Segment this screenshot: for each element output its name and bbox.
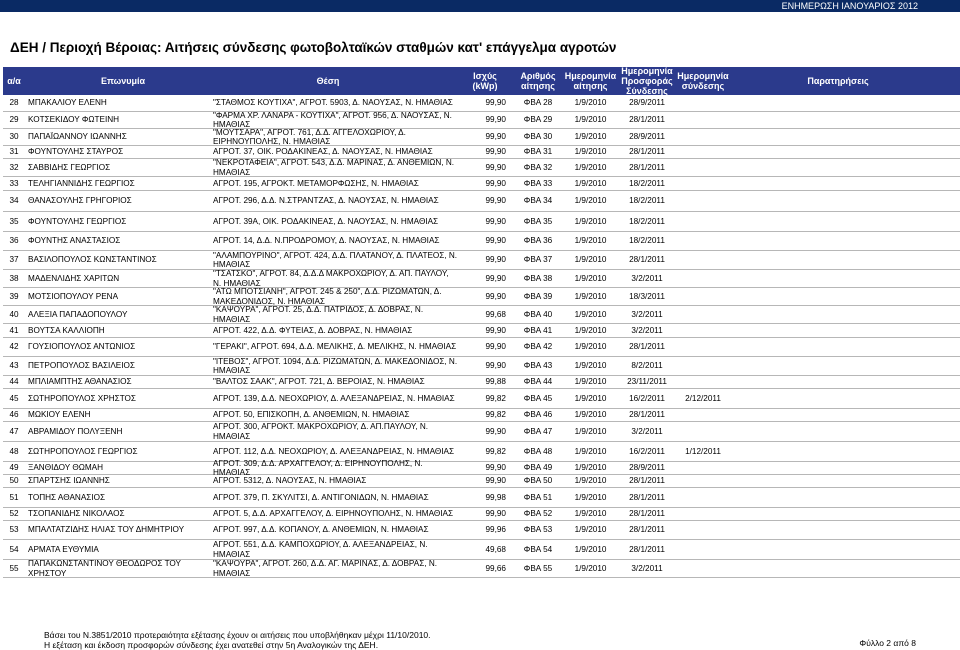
row-number: 53 xyxy=(9,525,19,535)
application-date: 1/9/2010 xyxy=(574,492,607,502)
row-number: 36 xyxy=(9,236,19,246)
applicant-name: ΤΟΠΗΣ ΑΘΑΝΑΣΙΟΣ xyxy=(28,492,106,502)
offer-date: 8/2/2011 xyxy=(631,361,663,371)
table-row xyxy=(3,508,960,521)
location: ΑΓΡΟΤ. 37, ΟΙΚ. ΡΟΔΑΚΙΝΕΑΣ, Δ. ΝΑΟΥΣΑΣ, Ν. ΗΜΑΘΙΑΣ xyxy=(213,147,433,157)
row-number: 54 xyxy=(9,544,19,554)
application-date: 1/9/2010 xyxy=(574,162,607,172)
power-kwp: 99,96 xyxy=(485,525,506,535)
application-number: ΦΒΑ 48 xyxy=(523,446,553,456)
table-row xyxy=(3,95,960,112)
table-row xyxy=(3,129,960,146)
applicant-name: ΑΛΕΞΙΑ ΠΑΠΑΔΟΠΟΥΛΟΥ xyxy=(28,309,128,319)
header-connection-date: Ημερομηνία σύνδεσης xyxy=(677,71,729,91)
applicant-name: ΦΟΥΝΤΗΣ ΑΝΑΣΤΑΣΙΟΣ xyxy=(28,236,121,246)
row-number: 39 xyxy=(9,291,19,301)
application-date: 1/9/2010 xyxy=(574,255,607,265)
connection-date xyxy=(676,146,730,158)
application-date: 1/9/2010 xyxy=(574,236,607,246)
footer-line-1: Βάσει του Ν.3851/2010 προτεραιότητα εξέτασης έχουν οι αιτήσεις που υποβλήθηκαν μέχρι 11/10/2010. xyxy=(44,630,431,640)
row-number: 30 xyxy=(9,132,19,142)
connection-date xyxy=(676,338,730,356)
connection-date xyxy=(676,422,730,441)
table-row xyxy=(3,288,960,306)
applicant-name: ΜΑΔΕΝΛΙΔΗΣ ΧΑΡΙΤΩΝ xyxy=(28,273,120,283)
power-kwp: 99,82 xyxy=(485,410,506,420)
table-row xyxy=(3,409,960,422)
offer-date: 28/9/2011 xyxy=(629,463,665,473)
application-date: 1/9/2010 xyxy=(574,216,607,226)
location: "ΑΛΑΜΠΟΥΡΙΝΟ", ΑΓΡΟΤ. 424, Δ.Δ. ΠΛΑΤΑΝΟΥ, Δ. ΠΛΑΤΕΟΣ, Ν. ΗΜΑΘΙΑΣ xyxy=(213,250,458,269)
application-date: 1/9/2010 xyxy=(574,525,607,535)
offer-date: 28/1/2011 xyxy=(629,147,665,157)
table-row xyxy=(3,442,960,462)
connection-date xyxy=(676,191,730,211)
application-number: ΦΒΑ 42 xyxy=(523,342,553,352)
table-row xyxy=(3,177,960,191)
application-number: ΦΒΑ 38 xyxy=(523,273,553,283)
application-number: ΦΒΑ 45 xyxy=(523,393,553,403)
connection-date xyxy=(676,306,730,323)
location: ΑΓΡΟΤ. 39Α, ΟΙΚ. ΡΟΔΑΚΙΝΕΑΣ, Δ. ΝΑΟΥΣΑΣ, Ν. ΗΜΑΘΙΑΣ xyxy=(213,216,439,226)
offer-date: 18/3/2011 xyxy=(629,291,665,301)
connection-date xyxy=(676,409,730,421)
connection-date xyxy=(676,324,730,337)
power-kwp: 99,82 xyxy=(485,393,506,403)
application-number: ΦΒΑ 49 xyxy=(523,463,553,473)
offer-date: 3/2/2011 xyxy=(631,273,663,283)
row-number: 34 xyxy=(9,196,19,206)
offer-date: 28/9/2011 xyxy=(629,132,665,142)
application-number: ΦΒΑ 29 xyxy=(523,115,553,125)
table-row xyxy=(3,112,960,129)
applicant-name: ΤΕΛΗΓΙΑΝΝΙΔΗΣ ΓΕΩΡΓΙΟΣ xyxy=(28,178,135,188)
row-number: 33 xyxy=(9,178,19,188)
application-number: ΦΒΑ 46 xyxy=(523,410,553,420)
connection-date xyxy=(676,270,730,287)
offer-date: 28/1/2011 xyxy=(629,544,665,554)
table-header xyxy=(3,67,960,95)
connection-date xyxy=(676,251,730,269)
application-date: 1/9/2010 xyxy=(574,544,607,554)
offer-date: 18/2/2011 xyxy=(629,196,665,206)
application-date: 1/9/2010 xyxy=(574,291,607,301)
application-date: 1/9/2010 xyxy=(574,178,607,188)
page-number: Φύλλο 2 από 8 xyxy=(859,638,916,648)
connection-date xyxy=(676,129,730,145)
application-number: ΦΒΑ 53 xyxy=(523,525,553,535)
header-notes: Παρατηρήσεις xyxy=(807,76,869,86)
application-number: ΦΒΑ 28 xyxy=(523,98,553,108)
connection-date xyxy=(676,212,730,231)
power-kwp: 99,90 xyxy=(485,325,506,335)
table-row xyxy=(3,422,960,442)
offer-date: 3/2/2011 xyxy=(631,325,663,335)
row-number: 50 xyxy=(9,476,19,486)
row-number: 32 xyxy=(9,162,19,172)
application-number: ΦΒΑ 33 xyxy=(523,178,553,188)
application-date: 1/9/2010 xyxy=(574,132,607,142)
power-kwp: 99,66 xyxy=(485,563,506,573)
applicant-name: ΜΟΤΣΙΟΠΟΥΛΟΥ ΡΕΝΑ xyxy=(28,291,119,301)
table-row xyxy=(3,324,960,338)
power-kwp: 99,82 xyxy=(485,446,506,456)
table-row xyxy=(3,540,960,560)
application-number: ΦΒΑ 50 xyxy=(523,476,553,486)
header-aa: α/α xyxy=(7,76,21,86)
applicant-name: ΘΑΝΑΣΟΥΛΗΣ ΓΡΗΓΟΡΙΟΣ xyxy=(28,196,132,206)
application-number: ΦΒΑ 30 xyxy=(523,132,553,142)
row-number: 47 xyxy=(9,426,19,436)
application-date: 1/9/2010 xyxy=(574,147,607,157)
row-number: 28 xyxy=(9,98,19,108)
application-date: 1/9/2010 xyxy=(574,361,607,371)
applicant-name: ΒΟΥΤΣΑ ΚΑΛΛΙΟΠΗ xyxy=(28,325,105,335)
power-kwp: 99,90 xyxy=(485,255,506,265)
location: ΑΓΡΟΤ. 300, ΑΓΡΟΚΤ. ΜΑΚΡΟΧΩΡΙΟΥ, Δ. ΑΠ.ΠΑΥΛΟΥ, Ν. ΗΜΑΘΙΑΣ xyxy=(213,422,429,441)
connection-date xyxy=(676,357,730,375)
row-number: 38 xyxy=(9,273,19,283)
row-number: 43 xyxy=(9,361,19,371)
power-kwp: 99,98 xyxy=(485,492,506,502)
row-number: 45 xyxy=(9,393,19,403)
application-date: 1/9/2010 xyxy=(574,509,607,519)
applications-table xyxy=(3,95,960,578)
power-kwp: 99,68 xyxy=(485,309,506,319)
applicant-name: ΣΑΒΒΙΔΗΣ ΓΕΩΡΓΙΟΣ xyxy=(28,162,111,172)
power-kwp: 99,90 xyxy=(485,236,506,246)
location: "ΚΑΨΟΥΡΑ", ΑΓΡΟΤ. 25, Δ.Δ. ΠΑΤΡΙΔΟΣ, Δ. ΔΟΒΡΑΣ, Ν. ΗΜΑΘΙΑΣ xyxy=(213,305,424,324)
applicant-name: ΠΑΠΑΪΩΑΝΝΟΥ ΙΩΑΝΝΗΣ xyxy=(28,132,127,142)
table-row xyxy=(3,521,960,540)
connection-date xyxy=(676,508,730,520)
offer-date: 28/9/2011 xyxy=(629,98,665,108)
connection-date xyxy=(676,475,730,487)
row-number: 41 xyxy=(9,325,19,335)
header-application-date: Ημερομηνία αίτησης xyxy=(564,71,617,91)
application-date: 1/9/2010 xyxy=(574,463,607,473)
row-number: 46 xyxy=(9,410,19,420)
power-kwp: 99,90 xyxy=(485,196,506,206)
applicant-name: ΦΟΥΝΤΟΥΛΗΣ ΓΕΩΡΓΙΟΣ xyxy=(28,216,127,226)
applicant-name: ΣΩΤΗΡΟΠΟΥΛΟΣ ΧΡΗΣΤΟΣ xyxy=(28,393,136,403)
connection-date xyxy=(676,112,730,128)
application-number: ΦΒΑ 40 xyxy=(523,309,553,319)
applicant-name: ΦΟΥΝΤΟΥΛΗΣ ΣΤΑΥΡΟΣ xyxy=(28,147,124,157)
power-kwp: 99,90 xyxy=(485,476,506,486)
power-kwp: 99,90 xyxy=(485,115,506,125)
applicant-name: ΣΩΤΗΡΟΠΟΥΛΟΣ ΓΕΩΡΓΙΟΣ xyxy=(28,446,138,456)
applicant-name: ΠΕΤΡΟΠΟΥΛΟΣ ΒΑΣΙΛΕΙΟΣ xyxy=(28,361,135,371)
row-number: 44 xyxy=(9,377,19,387)
connection-date: 1/12/2011 xyxy=(685,446,721,456)
row-number: 31 xyxy=(9,147,19,157)
row-number: 51 xyxy=(9,492,19,502)
row-number: 52 xyxy=(9,509,19,519)
offer-date: 28/1/2011 xyxy=(629,410,665,420)
location: ΑΓΡΟΤ. 422, Δ.Δ. ΦΥΤΕΙΑΣ, Δ. ΔΟΒΡΑΣ, Ν. ΗΜΑΘΙΑΣ xyxy=(213,325,413,335)
location: "ΜΟΥΤΣΑΡΑ", ΑΓΡΟΤ. 761, Δ.Δ. ΑΓΓΕΛΟΧΩΡΙΟΥ, Δ. ΕΙΡΗΝΟΥΠΟΛΗΣ, Ν. ΗΜΑΘΙΑΣ xyxy=(213,127,406,146)
application-number: ΦΒΑ 52 xyxy=(523,509,553,519)
application-date: 1/9/2010 xyxy=(574,196,607,206)
location: ΑΓΡΟΤ. 139, Δ.Δ. ΝΕΟΧΩΡΙΟΥ, Δ. ΑΛΕΞΑΝΔΡΕΙΑΣ, Ν. ΗΜΑΘΙΑΣ xyxy=(213,393,455,403)
location: ΑΓΡΟΤ. 296, Δ.Δ. Ν.ΣΤΡΑΝΤΖΑΣ, Δ. ΝΑΟΥΣΑΣ, Ν. ΗΜΑΘΙΑΣ xyxy=(213,196,439,206)
location: "ΓΕΡΑΚΙ", ΑΓΡΟΤ. 694, Δ.Δ. ΜΕΛΙΚΗΣ, Δ. ΜΕΛΙΚΗΣ, Ν. ΗΜΑΘΙΑΣ xyxy=(213,342,457,352)
table-row xyxy=(3,159,960,177)
location: "ΦΑΡΜΑ ΧΡ. ΛΑΝΑΡΑ - ΚΟΥΤΙΧΑ", ΑΓΡΟΤ. 956, Δ. ΝΑΟΥΣΑΣ, Ν. ΗΜΑΘΙΑΣ xyxy=(213,110,452,129)
offer-date: 16/2/2011 xyxy=(629,446,665,456)
applicant-name: ΑΡΜΑΤΑ ΕΥΘΥΜΙΑ xyxy=(28,544,99,554)
offer-date: 18/2/2011 xyxy=(629,236,665,246)
application-number: ΦΒΑ 47 xyxy=(523,426,553,436)
location: ΑΓΡΟΤ. 14, Δ.Δ. Ν.ΠΡΟΔΡΟΜΟΥ, Δ. ΝΑΟΥΣΑΣ, Ν. ΗΜΑΘΙΑΣ xyxy=(213,236,440,246)
location: ΑΓΡΟΤ. 997, Δ.Δ. ΚΟΠΑΝΟΥ, Δ. ΑΝΘΕΜΙΩΝ, Ν. ΗΜΑΘΙΑΣ xyxy=(213,525,429,535)
offer-date: 28/1/2011 xyxy=(629,162,665,172)
connection-date xyxy=(676,288,730,305)
connection-date xyxy=(676,177,730,190)
application-number: ΦΒΑ 41 xyxy=(523,325,553,335)
connection-date xyxy=(676,95,730,111)
power-kwp: 99,90 xyxy=(485,273,506,283)
location: "ΤΣΑΤΣΚΟ", ΑΓΡΟΤ. 84, Δ.Δ.Δ ΜΑΚΡΟΧΩΡΙΟΥ, Δ. ΑΠ. ΠΑΥΛΟΥ, Ν. ΗΜΑΘΙΑΣ xyxy=(213,269,449,288)
table-row xyxy=(3,389,960,409)
application-number: ΦΒΑ 36 xyxy=(523,236,553,246)
application-date: 1/9/2010 xyxy=(574,410,607,420)
offer-date: 18/2/2011 xyxy=(629,178,665,188)
connection-date xyxy=(676,560,730,577)
power-kwp: 99,90 xyxy=(485,509,506,519)
header-position: Θέση xyxy=(316,76,340,86)
offer-date: 28/1/2011 xyxy=(629,492,665,502)
row-number: 37 xyxy=(9,255,19,265)
table-row xyxy=(3,376,960,389)
top-banner xyxy=(0,0,960,12)
table-row xyxy=(3,458,960,477)
connection-date: 2/12/2011 xyxy=(685,393,721,403)
connection-date xyxy=(676,232,730,250)
application-date: 1/9/2010 xyxy=(574,325,607,335)
connection-date xyxy=(676,521,730,539)
table-row xyxy=(3,146,960,159)
table-row xyxy=(3,338,960,357)
connection-date xyxy=(676,159,730,176)
application-number: ΦΒΑ 55 xyxy=(523,563,553,573)
power-kwp: 99,88 xyxy=(485,377,506,387)
table-row xyxy=(3,475,960,488)
application-date: 1/9/2010 xyxy=(574,115,607,125)
offer-date: 28/1/2011 xyxy=(629,255,665,265)
application-date: 1/9/2010 xyxy=(574,342,607,352)
location: "ΑΤΩ ΜΠΟΤΣΙΑΝΗ", ΑΓΡΟΤ. 245 & 250", Δ.Δ. ΡΙΖΩΜΑΤΩΝ, Δ. ΜΑΚΕΔΟΝΙΔΟΣ, Ν. ΗΜΑΘΙΑΣ xyxy=(213,287,442,306)
table-row xyxy=(3,488,960,508)
power-kwp: 99,90 xyxy=(485,178,506,188)
table-row xyxy=(3,232,960,251)
header-application-number: Αριθμός αίτησης xyxy=(520,71,556,91)
header-power: Ισχύς (kWp) xyxy=(472,71,498,91)
power-kwp: 99,90 xyxy=(485,132,506,142)
connection-date xyxy=(676,540,730,559)
application-date: 1/9/2010 xyxy=(574,563,607,573)
row-number: 40 xyxy=(9,309,19,319)
table-row xyxy=(3,212,960,232)
location: "ΚΑΨΟΥΡΑ", ΑΓΡΟΤ. 260, Δ.Δ. ΑΓ. ΜΑΡΙΝΑΣ, Δ. ΔΟΒΡΑΣ, Ν. ΗΜΑΘΙΑΣ xyxy=(213,559,438,578)
header-name: Επωνυμία xyxy=(100,76,146,86)
application-date: 1/9/2010 xyxy=(574,377,607,387)
location: "ΝΕΚΡΟΤΑΦΕΙΑ", ΑΓΡΟΤ. 543, Δ.Δ. ΜΑΡΙΝΑΣ, Δ. ΑΝΘΕΜΙΩΝ, Ν. ΗΜΑΘΙΑΣ xyxy=(213,158,455,177)
offer-date: 28/1/2011 xyxy=(629,115,665,125)
connection-date xyxy=(676,376,730,388)
power-kwp: 99,90 xyxy=(485,98,506,108)
connection-date xyxy=(676,488,730,507)
application-number: ΦΒΑ 35 xyxy=(523,216,553,226)
application-number: ΦΒΑ 31 xyxy=(523,147,553,157)
table-row xyxy=(3,270,960,288)
application-number: ΦΒΑ 44 xyxy=(523,377,553,387)
row-number: 29 xyxy=(9,115,19,125)
power-kwp: 99,90 xyxy=(485,291,506,301)
offer-date: 28/1/2011 xyxy=(629,525,665,535)
offer-date: 28/1/2011 xyxy=(629,476,665,486)
application-date: 1/9/2010 xyxy=(574,309,607,319)
connection-date xyxy=(676,462,730,474)
location: ΑΓΡΟΤ. 309, Δ.Δ. ΑΡΧΑΓΓΕΛΟΥ, Δ. ΕΙΡΗΝΟΥΠΟΛΗΣ, Ν. ΗΜΑΘΙΑΣ xyxy=(213,458,423,477)
application-number: ΦΒΑ 32 xyxy=(523,162,553,172)
row-number: 48 xyxy=(9,446,19,456)
application-number: ΦΒΑ 39 xyxy=(523,291,553,301)
location: "ΒΑΛΤΟΣ ΣΑΑΚ", ΑΓΡΟΤ. 721, Δ. ΒΕΡΟΙΑΣ, Ν. ΗΜΑΘΙΑΣ xyxy=(213,377,425,387)
row-number: 55 xyxy=(9,563,19,573)
offer-date: 3/2/2011 xyxy=(631,426,663,436)
footer-line-2: Η εξέταση και έκδοση προσφορών σύνδεσης έχει ανατεθεί στην 5η Αναλογικών της ΔΕΗ. xyxy=(44,640,379,650)
power-kwp: 99,90 xyxy=(485,147,506,157)
table-row xyxy=(3,191,960,212)
power-kwp: 99,90 xyxy=(485,216,506,226)
row-number: 42 xyxy=(9,342,19,352)
applicant-name: ΜΠΛΙΑΜΠΤΗΣ ΑΘΑΝΑΣΙΟΣ xyxy=(28,377,132,387)
application-date: 1/9/2010 xyxy=(574,426,607,436)
row-number: 49 xyxy=(9,463,19,473)
offer-date: 3/2/2011 xyxy=(631,309,663,319)
power-kwp: 99,90 xyxy=(485,162,506,172)
row-number: 35 xyxy=(9,216,19,226)
application-date: 1/9/2010 xyxy=(574,476,607,486)
application-number: ΦΒΑ 37 xyxy=(523,255,553,265)
location: ΑΓΡΟΤ. 379, Π. ΣΚΥΛΙΤΣΙ, Δ. ΑΝΤΙΓΟΝΙΔΩΝ, Ν. ΗΜΑΘΙΑΣ xyxy=(213,492,429,502)
applicant-name: ΓΟΥΣΙΟΠΟΥΛΟΣ ΑΝΤΩΝΙΟΣ xyxy=(28,342,136,352)
applicant-name: ΤΣΟΠΑΝΙΔΗΣ ΝΙΚΟΛΑΟΣ xyxy=(28,509,125,519)
header-offer-date: Ημερομηνία Προσφοράς Σύνδεσης xyxy=(621,66,673,96)
applicant-name: ΜΩΚΙΟΥ ΕΛΕΝΗ xyxy=(28,410,91,420)
offer-date: 28/1/2011 xyxy=(629,509,665,519)
application-date: 1/9/2010 xyxy=(574,393,607,403)
application-number: ΦΒΑ 34 xyxy=(523,196,553,206)
table-row xyxy=(3,306,960,324)
table-row xyxy=(3,251,960,270)
application-number: ΦΒΑ 51 xyxy=(523,492,553,502)
location: ΑΓΡΟΤ. 5, Δ.Δ. ΑΡΧΑΓΓΕΛΟΥ, Δ. ΕΙΡΗΝΟΥΠΟΛΗΣ, Ν. ΗΜΑΘΙΑΣ xyxy=(213,509,454,519)
offer-date: 23/11/2011 xyxy=(627,377,667,387)
offer-date: 28/1/2011 xyxy=(629,342,665,352)
applicant-name: ΒΑΣΙΛΟΠΟΥΛΟΣ ΚΩΝΣΤΑΝΤΙΝΟΣ xyxy=(28,255,157,265)
table-row xyxy=(3,560,960,578)
footer-note xyxy=(44,630,431,650)
power-kwp: 99,90 xyxy=(485,463,506,473)
application-date: 1/9/2010 xyxy=(574,98,607,108)
applicant-name: ΑΒΡΑΜΙΔΟΥ ΠΟΛΥΞΕΝΗ xyxy=(28,426,123,436)
location: ΑΓΡΟΤ. 551, Δ.Δ. ΚΑΜΠΟΧΩΡΙΟΥ, Δ. ΑΛΕΞΑΝΔΡΕΙΑΣ, Ν. ΗΜΑΘΙΑΣ xyxy=(213,540,428,559)
power-kwp: 99,90 xyxy=(485,342,506,352)
power-kwp: 99,90 xyxy=(485,361,506,371)
application-date: 1/9/2010 xyxy=(574,273,607,283)
location: ΑΓΡΟΤ. 195, ΑΓΡΟΚΤ. ΜΕΤΑΜΟΡΦΩΣΗΣ, Ν. ΗΜΑΘΙΑΣ xyxy=(213,178,419,188)
power-kwp: 49,68 xyxy=(485,544,506,554)
location: "ΙΤΕΒΟΣ", ΑΓΡΟΤ. 1094, Δ.Δ. ΡΙΖΩΜΑΤΩΝ, Δ. ΜΑΚΕΔΟΝΙΔΟΣ, Ν. ΗΜΑΘΙΑΣ xyxy=(213,356,458,375)
application-number: ΦΒΑ 54 xyxy=(523,544,553,554)
applicant-name: ΠΑΠΑΚΩΝΣΤΑΝΤΙΝΟΥ ΘΕΟΔΩΡΟΣ ΤΟΥ ΧΡΗΣΤΟΥ xyxy=(28,559,181,578)
location: "ΣΤΑΘΜΟΣ ΚΟΥΤΙΧΑ", ΑΓΡΟΤ. 5903, Δ. ΝΑΟΥΣΑΣ, Ν. ΗΜΑΘΙΑΣ xyxy=(213,98,453,108)
applicant-name: ΚΟΤΣΕΚΙΔΟΥ ΦΩΤΕΙΝΗ xyxy=(28,115,120,125)
applicant-name: ΜΠΑΛΤΑΤΖΙΔΗΣ ΗΛΙΑΣ ΤΟΥ ΔΗΜΗΤΡΙΟΥ xyxy=(28,525,185,535)
applicant-name: ΜΠΑΚΑΛΙΟΥ ΕΛΕΝΗ xyxy=(28,98,107,108)
table-row xyxy=(3,357,960,376)
applicant-name: ΞΑΝΘΙΔΟΥ ΘΩΜΑΗ xyxy=(28,463,104,473)
location: ΑΓΡΟΤ. 112, Δ.Δ. ΝΕΟΧΩΡΙΟΥ, Δ. ΑΛΕΞΑΝΔΡΕΙΑΣ, Ν. ΗΜΑΘΙΑΣ xyxy=(213,446,455,456)
power-kwp: 99,90 xyxy=(485,426,506,436)
location: ΑΓΡΟΤ. 50, ΕΠΙΣΚΟΠΗ, Δ. ΑΝΘΕΜΙΩΝ, Ν. ΗΜΑΘΙΑΣ xyxy=(213,410,410,420)
page-title: ΔΕΗ / Περιοχή Βέροιας: Αιτήσεις σύνδεσης φωτοβολταϊκών σταθμών κατ' επάγγελμα αγροτών xyxy=(10,40,617,55)
offer-date: 3/2/2011 xyxy=(631,563,663,573)
offer-date: 18/2/2011 xyxy=(629,216,665,226)
applicant-name: ΣΠΑΡΤΣΗΣ ΙΩΑΝΝΗΣ xyxy=(28,476,110,486)
update-label: ΕΝΗΜΕΡΩΣΗ ΙΑΝΟΥΑΡΙΟΣ 2012 xyxy=(781,1,918,11)
offer-date: 16/2/2011 xyxy=(629,393,665,403)
location: ΑΓΡΟΤ. 5312, Δ. ΝΑΟΥΣΑΣ, Ν. ΗΜΑΘΙΑΣ xyxy=(213,476,367,486)
application-number: ΦΒΑ 43 xyxy=(523,361,553,371)
application-date: 1/9/2010 xyxy=(574,446,607,456)
